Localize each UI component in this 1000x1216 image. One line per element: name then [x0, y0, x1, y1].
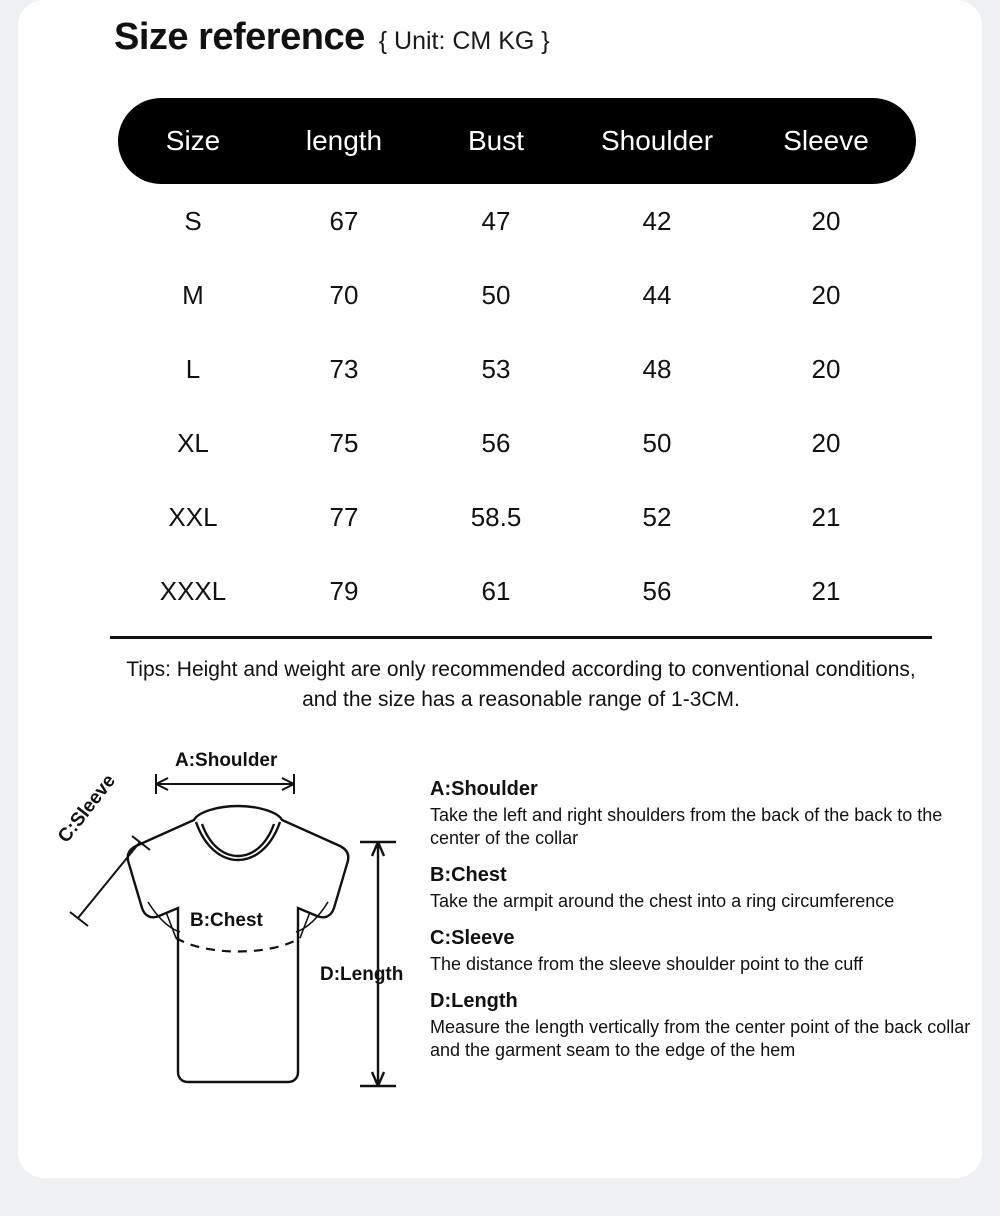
- cell-shoulder: 42: [642, 205, 672, 236]
- table-row: [118, 406, 916, 480]
- cell-size: M: [182, 279, 204, 310]
- page-title-unit: { Unit: CM KG }: [378, 27, 550, 55]
- size-table: [118, 98, 916, 628]
- definition-term-sleeve: C:Sleeve: [430, 927, 515, 949]
- definition-term-shoulder: A:Shoulder: [430, 778, 538, 800]
- cell-length: 75: [329, 427, 359, 458]
- table-row: [118, 332, 916, 406]
- table-row: [118, 554, 916, 628]
- table-row: [118, 258, 916, 332]
- table-header-size: Size: [165, 125, 221, 156]
- cell-size: S: [184, 205, 202, 236]
- cell-length: 73: [329, 353, 359, 384]
- cell-bust: 58.5: [470, 501, 522, 532]
- cell-sleeve: 21: [811, 501, 841, 532]
- measurement-definitions: [430, 778, 978, 1062]
- page-title: [114, 16, 550, 59]
- definition-desc-length: Measure the length vertically from the center point of the back collar and the garment seam to the edge of the hem: [430, 1017, 971, 1060]
- table-row: [118, 184, 916, 258]
- cell-size: XXXL: [159, 575, 227, 606]
- cell-shoulder: 44: [642, 279, 672, 310]
- tips-text: Tips: Height and weight are only recommended according to conventional conditions, and the size has a reasonable range of 1-3CM.: [126, 658, 916, 711]
- table-header-row: [118, 98, 916, 184]
- cell-length: 79: [329, 575, 359, 606]
- diagram-label-chest: B:Chest: [190, 910, 263, 931]
- diagram-label-sleeve: C:Sleeve: [54, 770, 120, 847]
- table-header-length: length: [305, 125, 383, 156]
- cell-shoulder: 52: [642, 501, 672, 532]
- cell-bust: 61: [481, 575, 511, 606]
- cell-size: L: [185, 353, 201, 384]
- cell-sleeve: 20: [811, 279, 841, 310]
- cell-sleeve: 20: [811, 353, 841, 384]
- cell-shoulder: 50: [642, 427, 672, 458]
- cell-bust: 50: [481, 279, 511, 310]
- definition-desc-shoulder: Take the left and right shoulders from the back of the back to the center of the collar: [430, 805, 943, 848]
- cell-sleeve: 21: [811, 575, 841, 606]
- divider: [110, 636, 932, 639]
- table-header-bust: Bust: [467, 125, 525, 156]
- cell-length: 70: [329, 279, 359, 310]
- cell-size: XL: [177, 427, 209, 458]
- definition-term-chest: B:Chest: [430, 864, 507, 886]
- table-header-sleeve: Sleeve: [783, 125, 869, 156]
- cell-bust: 56: [481, 427, 511, 458]
- diagram-label-length: D:Length: [320, 964, 404, 985]
- definition-term-length: D:Length: [430, 990, 518, 1012]
- cell-shoulder: 48: [642, 353, 672, 384]
- cell-bust: 47: [481, 205, 511, 236]
- diagram-label-shoulder: A:Shoulder: [175, 750, 278, 771]
- size-chart-card: [18, 0, 982, 1178]
- cell-shoulder: 56: [642, 575, 672, 606]
- cell-size: XXL: [168, 501, 218, 532]
- cell-bust: 53: [481, 353, 511, 384]
- page-title-text: Size reference: [114, 16, 365, 58]
- tshirt-diagram: [48, 742, 428, 1112]
- definition-desc-chest: Take the armpit around the chest into a ring circumference: [430, 891, 895, 911]
- cell-length: 77: [329, 501, 359, 532]
- cell-length: 67: [329, 205, 359, 236]
- table-row: [118, 480, 916, 554]
- table-header-shoulder: Shoulder: [600, 125, 714, 156]
- cell-sleeve: 20: [811, 205, 841, 236]
- definition-desc-sleeve: The distance from the sleeve shoulder point to the cuff: [430, 954, 863, 974]
- cell-sleeve: 20: [811, 427, 841, 458]
